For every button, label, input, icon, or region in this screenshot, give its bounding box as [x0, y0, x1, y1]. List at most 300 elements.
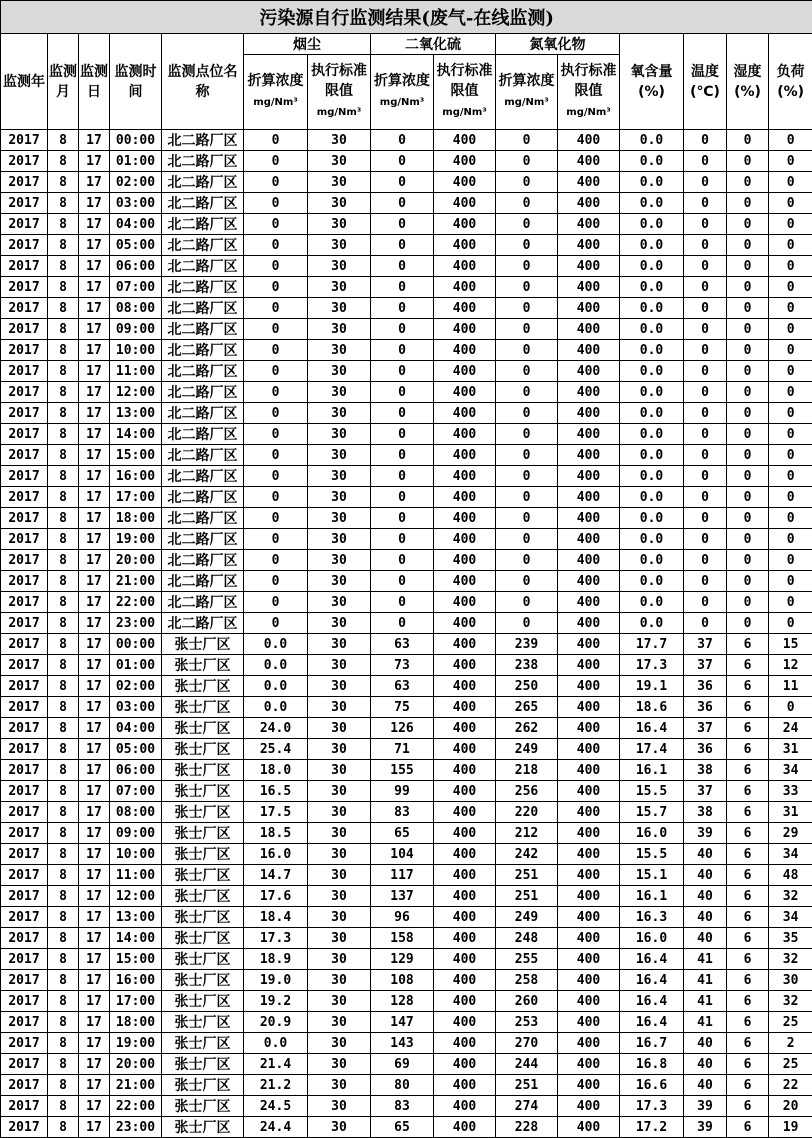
cell-dust-conc: 19.2 — [244, 991, 308, 1012]
unit-label: mg/Nm³ — [253, 97, 297, 108]
cell-time: 07:00 — [110, 781, 162, 802]
cell-month: 8 — [48, 865, 79, 886]
cell-o2: 19.1 — [620, 676, 684, 697]
cell-nox-conc: 0 — [496, 361, 558, 382]
cell-month: 8 — [48, 802, 79, 823]
cell-dust-conc: 0 — [244, 340, 308, 361]
cell-nox-limit: 400 — [558, 130, 620, 151]
cell-humidity: 0 — [727, 277, 769, 298]
cell-nox-conc: 0 — [496, 508, 558, 529]
cell-load: 32 — [769, 949, 812, 970]
cell-dust-conc: 0.0 — [244, 1033, 308, 1054]
cell-day: 17 — [79, 151, 110, 172]
cell-so2-conc: 117 — [371, 865, 434, 886]
table-row — [1, 1117, 812, 1138]
cell-humidity: 6 — [727, 655, 769, 676]
cell-site: 北二路厂区 — [162, 508, 244, 529]
cell-nox-conc: 0 — [496, 403, 558, 424]
cell-day: 17 — [79, 739, 110, 760]
cell-dust-limit: 30 — [308, 823, 371, 844]
cell-time: 12:00 — [110, 382, 162, 403]
cell-temperature: 0 — [684, 172, 727, 193]
cell-humidity: 6 — [727, 697, 769, 718]
cell-month: 8 — [48, 571, 79, 592]
table-row — [1, 382, 812, 403]
cell-site: 张士厂区 — [162, 991, 244, 1012]
cell-year: 2017 — [1, 508, 48, 529]
cell-o2: 0.0 — [620, 172, 684, 193]
cell-year: 2017 — [1, 550, 48, 571]
cell-nox-conc: 0 — [496, 277, 558, 298]
cell-load: 2 — [769, 1033, 812, 1054]
table-row — [1, 277, 812, 298]
table-row — [1, 1033, 812, 1054]
cell-time: 01:00 — [110, 151, 162, 172]
cell-so2-limit: 400 — [434, 592, 496, 613]
cell-month: 8 — [48, 508, 79, 529]
cell-dust-conc: 0 — [244, 550, 308, 571]
cell-time: 23:00 — [110, 613, 162, 634]
cell-month: 8 — [48, 382, 79, 403]
cell-month: 8 — [48, 340, 79, 361]
cell-site: 北二路厂区 — [162, 214, 244, 235]
cell-so2-conc: 0 — [371, 529, 434, 550]
cell-month: 8 — [48, 655, 79, 676]
cell-so2-limit: 400 — [434, 403, 496, 424]
cell-year: 2017 — [1, 865, 48, 886]
cell-so2-limit: 400 — [434, 487, 496, 508]
cell-nox-limit: 400 — [558, 340, 620, 361]
cell-year: 2017 — [1, 571, 48, 592]
cell-o2: 16.4 — [620, 970, 684, 991]
cell-o2: 16.1 — [620, 760, 684, 781]
table-row — [1, 235, 812, 256]
cell-so2-limit: 400 — [434, 193, 496, 214]
cell-temperature: 36 — [684, 697, 727, 718]
cell-nox-conc: 239 — [496, 634, 558, 655]
cell-time: 09:00 — [110, 823, 162, 844]
cell-so2-conc: 0 — [371, 508, 434, 529]
cell-day: 17 — [79, 235, 110, 256]
cell-dust-conc: 16.0 — [244, 844, 308, 865]
table-row — [1, 1075, 812, 1096]
cell-time: 08:00 — [110, 802, 162, 823]
cell-o2: 0.0 — [620, 466, 684, 487]
cell-humidity: 0 — [727, 466, 769, 487]
cell-dust-limit: 30 — [308, 655, 371, 676]
cell-month: 8 — [48, 487, 79, 508]
table-row — [1, 340, 812, 361]
cell-month: 8 — [48, 1033, 79, 1054]
cell-dust-limit: 30 — [308, 172, 371, 193]
header-so2-conc — [371, 55, 434, 130]
cell-site: 北二路厂区 — [162, 487, 244, 508]
cell-year: 2017 — [1, 781, 48, 802]
cell-temperature: 0 — [684, 613, 727, 634]
cell-year: 2017 — [1, 928, 48, 949]
cell-load: 0 — [769, 445, 812, 466]
table-row — [1, 193, 812, 214]
header-time: 监测时间 — [110, 34, 162, 130]
cell-nox-conc: 262 — [496, 718, 558, 739]
cell-site: 北二路厂区 — [162, 193, 244, 214]
cell-year: 2017 — [1, 445, 48, 466]
cell-o2: 0.0 — [620, 487, 684, 508]
cell-so2-limit: 400 — [434, 613, 496, 634]
cell-load: 0 — [769, 340, 812, 361]
cell-site: 张士厂区 — [162, 697, 244, 718]
cell-humidity: 6 — [727, 676, 769, 697]
cell-humidity: 6 — [727, 760, 769, 781]
cell-month: 8 — [48, 739, 79, 760]
cell-day: 17 — [79, 991, 110, 1012]
cell-month: 8 — [48, 235, 79, 256]
cell-temperature: 40 — [684, 865, 727, 886]
cell-time: 21:00 — [110, 571, 162, 592]
cell-so2-conc: 0 — [371, 340, 434, 361]
cell-month: 8 — [48, 361, 79, 382]
cell-site: 北二路厂区 — [162, 592, 244, 613]
cell-temperature: 0 — [684, 319, 727, 340]
cell-humidity: 0 — [727, 151, 769, 172]
cell-dust-conc: 0 — [244, 214, 308, 235]
cell-year: 2017 — [1, 130, 48, 151]
cell-dust-conc: 0 — [244, 361, 308, 382]
cell-site: 北二路厂区 — [162, 172, 244, 193]
cell-month: 8 — [48, 949, 79, 970]
cell-time: 20:00 — [110, 1054, 162, 1075]
cell-dust-limit: 30 — [308, 844, 371, 865]
cell-nox-limit: 400 — [558, 466, 620, 487]
cell-temperature: 0 — [684, 445, 727, 466]
cell-dust-conc: 0 — [244, 277, 308, 298]
cell-nox-conc: 228 — [496, 1117, 558, 1138]
cell-load: 0 — [769, 235, 812, 256]
cell-so2-limit: 400 — [434, 865, 496, 886]
cell-dust-conc: 0 — [244, 193, 308, 214]
cell-dust-limit: 30 — [308, 907, 371, 928]
cell-temperature: 0 — [684, 529, 727, 550]
cell-dust-limit: 30 — [308, 193, 371, 214]
cell-nox-conc: 251 — [496, 886, 558, 907]
unit-label: mg/Nm³ — [380, 97, 424, 108]
cell-nox-limit: 400 — [558, 970, 620, 991]
cell-site: 张士厂区 — [162, 907, 244, 928]
cell-year: 2017 — [1, 1075, 48, 1096]
cell-month: 8 — [48, 781, 79, 802]
cell-o2: 0.0 — [620, 445, 684, 466]
cell-temperature: 0 — [684, 466, 727, 487]
cell-time: 02:00 — [110, 172, 162, 193]
cell-time: 22:00 — [110, 592, 162, 613]
cell-dust-limit: 30 — [308, 214, 371, 235]
cell-time: 11:00 — [110, 361, 162, 382]
cell-nox-conc: 0 — [496, 340, 558, 361]
cell-nox-limit: 400 — [558, 739, 620, 760]
cell-so2-limit: 400 — [434, 361, 496, 382]
cell-so2-conc: 0 — [371, 214, 434, 235]
cell-humidity: 6 — [727, 1075, 769, 1096]
cell-o2: 0.0 — [620, 214, 684, 235]
cell-time: 17:00 — [110, 487, 162, 508]
cell-dust-limit: 30 — [308, 550, 371, 571]
cell-nox-conc: 244 — [496, 1054, 558, 1075]
cell-nox-limit: 400 — [558, 718, 620, 739]
cell-nox-limit: 400 — [558, 214, 620, 235]
cell-humidity: 6 — [727, 949, 769, 970]
cell-month: 8 — [48, 676, 79, 697]
cell-day: 17 — [79, 1096, 110, 1117]
conc-label: 折算浓度 — [374, 73, 430, 89]
table-row — [1, 676, 812, 697]
cell-month: 8 — [48, 550, 79, 571]
cell-time: 00:00 — [110, 130, 162, 151]
cell-load: 11 — [769, 676, 812, 697]
cell-so2-limit: 400 — [434, 718, 496, 739]
cell-so2-conc: 0 — [371, 235, 434, 256]
unit-label: mg/Nm³ — [504, 97, 548, 108]
cell-month: 8 — [48, 970, 79, 991]
cell-load: 15 — [769, 634, 812, 655]
cell-time: 09:00 — [110, 319, 162, 340]
cell-dust-conc: 0 — [244, 130, 308, 151]
cell-month: 8 — [48, 991, 79, 1012]
cell-year: 2017 — [1, 739, 48, 760]
cell-nox-limit: 400 — [558, 907, 620, 928]
cell-day: 17 — [79, 487, 110, 508]
cell-time: 08:00 — [110, 298, 162, 319]
cell-so2-conc: 155 — [371, 760, 434, 781]
cell-month: 8 — [48, 886, 79, 907]
cell-temperature: 40 — [684, 1054, 727, 1075]
cell-site: 张士厂区 — [162, 886, 244, 907]
cell-dust-limit: 30 — [308, 403, 371, 424]
cell-temperature: 40 — [684, 928, 727, 949]
cell-time: 19:00 — [110, 1033, 162, 1054]
cell-dust-limit: 30 — [308, 382, 371, 403]
table-row — [1, 487, 812, 508]
cell-humidity: 6 — [727, 991, 769, 1012]
cell-temperature: 39 — [684, 1117, 727, 1138]
cell-day: 17 — [79, 529, 110, 550]
cell-time: 23:00 — [110, 1117, 162, 1138]
cell-so2-conc: 0 — [371, 466, 434, 487]
cell-site: 张士厂区 — [162, 655, 244, 676]
table-row — [1, 256, 812, 277]
cell-site: 北二路厂区 — [162, 130, 244, 151]
cell-day: 17 — [79, 550, 110, 571]
cell-o2: 16.7 — [620, 1033, 684, 1054]
cell-dust-limit: 30 — [308, 1096, 371, 1117]
table-row — [1, 1012, 812, 1033]
cell-load: 0 — [769, 298, 812, 319]
cell-nox-limit: 400 — [558, 592, 620, 613]
cell-load: 0 — [769, 697, 812, 718]
cell-o2: 0.0 — [620, 277, 684, 298]
cell-month: 8 — [48, 277, 79, 298]
cell-year: 2017 — [1, 319, 48, 340]
cell-nox-limit: 400 — [558, 550, 620, 571]
cell-humidity: 6 — [727, 1054, 769, 1075]
cell-nox-conc: 0 — [496, 592, 558, 613]
cell-so2-limit: 400 — [434, 991, 496, 1012]
cell-dust-conc: 21.4 — [244, 1054, 308, 1075]
table-row — [1, 781, 812, 802]
unit-label: mg/Nm³ — [317, 107, 361, 118]
cell-humidity: 0 — [727, 382, 769, 403]
cell-month: 8 — [48, 445, 79, 466]
cell-nox-limit: 400 — [558, 319, 620, 340]
cell-nox-conc: 0 — [496, 466, 558, 487]
cell-humidity: 0 — [727, 361, 769, 382]
cell-temperature: 39 — [684, 1096, 727, 1117]
cell-site: 北二路厂区 — [162, 277, 244, 298]
table-row — [1, 697, 812, 718]
cell-time: 06:00 — [110, 256, 162, 277]
table-row — [1, 571, 812, 592]
cell-so2-limit: 400 — [434, 382, 496, 403]
cell-so2-limit: 400 — [434, 739, 496, 760]
table-row — [1, 592, 812, 613]
cell-site: 北二路厂区 — [162, 571, 244, 592]
cell-temperature: 37 — [684, 655, 727, 676]
cell-so2-limit: 400 — [434, 277, 496, 298]
cell-load: 0 — [769, 550, 812, 571]
cell-temperature: 40 — [684, 1075, 727, 1096]
cell-dust-conc: 24.5 — [244, 1096, 308, 1117]
table-row — [1, 508, 812, 529]
cell-nox-conc: 0 — [496, 382, 558, 403]
cell-so2-limit: 400 — [434, 550, 496, 571]
cell-temperature: 0 — [684, 256, 727, 277]
cell-so2-limit: 400 — [434, 823, 496, 844]
cell-so2-limit: 400 — [434, 508, 496, 529]
cell-nox-conc: 260 — [496, 991, 558, 1012]
cell-so2-limit: 400 — [434, 424, 496, 445]
cell-nox-conc: 218 — [496, 760, 558, 781]
cell-dust-limit: 30 — [308, 571, 371, 592]
cell-year: 2017 — [1, 844, 48, 865]
cell-humidity: 0 — [727, 298, 769, 319]
cell-year: 2017 — [1, 529, 48, 550]
table-row — [1, 172, 812, 193]
cell-humidity: 6 — [727, 739, 769, 760]
cell-day: 17 — [79, 823, 110, 844]
cell-nox-conc: 0 — [496, 487, 558, 508]
cell-humidity: 6 — [727, 865, 769, 886]
cell-dust-limit: 30 — [308, 592, 371, 613]
cell-nox-limit: 400 — [558, 823, 620, 844]
cell-so2-limit: 400 — [434, 235, 496, 256]
cell-nox-limit: 400 — [558, 844, 620, 865]
header-dust-limit — [308, 55, 371, 130]
cell-temperature: 0 — [684, 151, 727, 172]
cell-nox-conc: 255 — [496, 949, 558, 970]
cell-o2: 16.6 — [620, 1075, 684, 1096]
cell-site: 张士厂区 — [162, 844, 244, 865]
cell-day: 17 — [79, 760, 110, 781]
cell-nox-conc: 238 — [496, 655, 558, 676]
table-row — [1, 214, 812, 235]
cell-site: 北二路厂区 — [162, 235, 244, 256]
cell-o2: 15.5 — [620, 781, 684, 802]
cell-so2-conc: 0 — [371, 571, 434, 592]
cell-site: 张士厂区 — [162, 634, 244, 655]
cell-dust-limit: 30 — [308, 487, 371, 508]
cell-site: 张士厂区 — [162, 1033, 244, 1054]
cell-month: 8 — [48, 844, 79, 865]
cell-time: 20:00 — [110, 550, 162, 571]
cell-time: 15:00 — [110, 445, 162, 466]
cell-nox-limit: 400 — [558, 634, 620, 655]
cell-day: 17 — [79, 277, 110, 298]
cell-month: 8 — [48, 193, 79, 214]
cell-load: 34 — [769, 760, 812, 781]
cell-so2-conc: 83 — [371, 802, 434, 823]
cell-dust-limit: 30 — [308, 676, 371, 697]
cell-humidity: 6 — [727, 970, 769, 991]
table-row — [1, 613, 812, 634]
cell-time: 22:00 — [110, 1096, 162, 1117]
cell-time: 04:00 — [110, 214, 162, 235]
cell-so2-conc: 158 — [371, 928, 434, 949]
cell-month: 8 — [48, 403, 79, 424]
cell-time: 03:00 — [110, 193, 162, 214]
cell-humidity: 6 — [727, 1012, 769, 1033]
cell-load: 0 — [769, 424, 812, 445]
cell-dust-limit: 30 — [308, 781, 371, 802]
table-row — [1, 928, 812, 949]
cell-day: 17 — [79, 424, 110, 445]
cell-temperature: 0 — [684, 361, 727, 382]
cell-load: 0 — [769, 529, 812, 550]
cell-nox-conc: 248 — [496, 928, 558, 949]
cell-site: 北二路厂区 — [162, 298, 244, 319]
cell-year: 2017 — [1, 970, 48, 991]
cell-year: 2017 — [1, 592, 48, 613]
cell-o2: 15.7 — [620, 802, 684, 823]
cell-time: 10:00 — [110, 844, 162, 865]
cell-nox-limit: 400 — [558, 508, 620, 529]
cell-humidity: 6 — [727, 907, 769, 928]
cell-year: 2017 — [1, 1012, 48, 1033]
cell-site: 北二路厂区 — [162, 466, 244, 487]
cell-nox-limit: 400 — [558, 886, 620, 907]
cell-dust-limit: 30 — [308, 340, 371, 361]
cell-nox-conc: 0 — [496, 214, 558, 235]
cell-so2-conc: 0 — [371, 361, 434, 382]
cell-dust-limit: 30 — [308, 130, 371, 151]
cell-so2-conc: 0 — [371, 613, 434, 634]
cell-day: 17 — [79, 403, 110, 424]
table-row — [1, 739, 812, 760]
cell-so2-conc: 0 — [371, 592, 434, 613]
cell-humidity: 0 — [727, 235, 769, 256]
cell-humidity: 6 — [727, 928, 769, 949]
cell-nox-limit: 400 — [558, 991, 620, 1012]
cell-load: 20 — [769, 1096, 812, 1117]
cell-humidity: 0 — [727, 613, 769, 634]
cell-so2-conc: 0 — [371, 319, 434, 340]
cell-nox-conc: 0 — [496, 319, 558, 340]
cell-day: 17 — [79, 1033, 110, 1054]
cell-day: 17 — [79, 802, 110, 823]
cell-so2-limit: 400 — [434, 529, 496, 550]
cell-temperature: 0 — [684, 382, 727, 403]
cell-dust-limit: 30 — [308, 697, 371, 718]
cell-day: 17 — [79, 1075, 110, 1096]
cell-day: 17 — [79, 634, 110, 655]
